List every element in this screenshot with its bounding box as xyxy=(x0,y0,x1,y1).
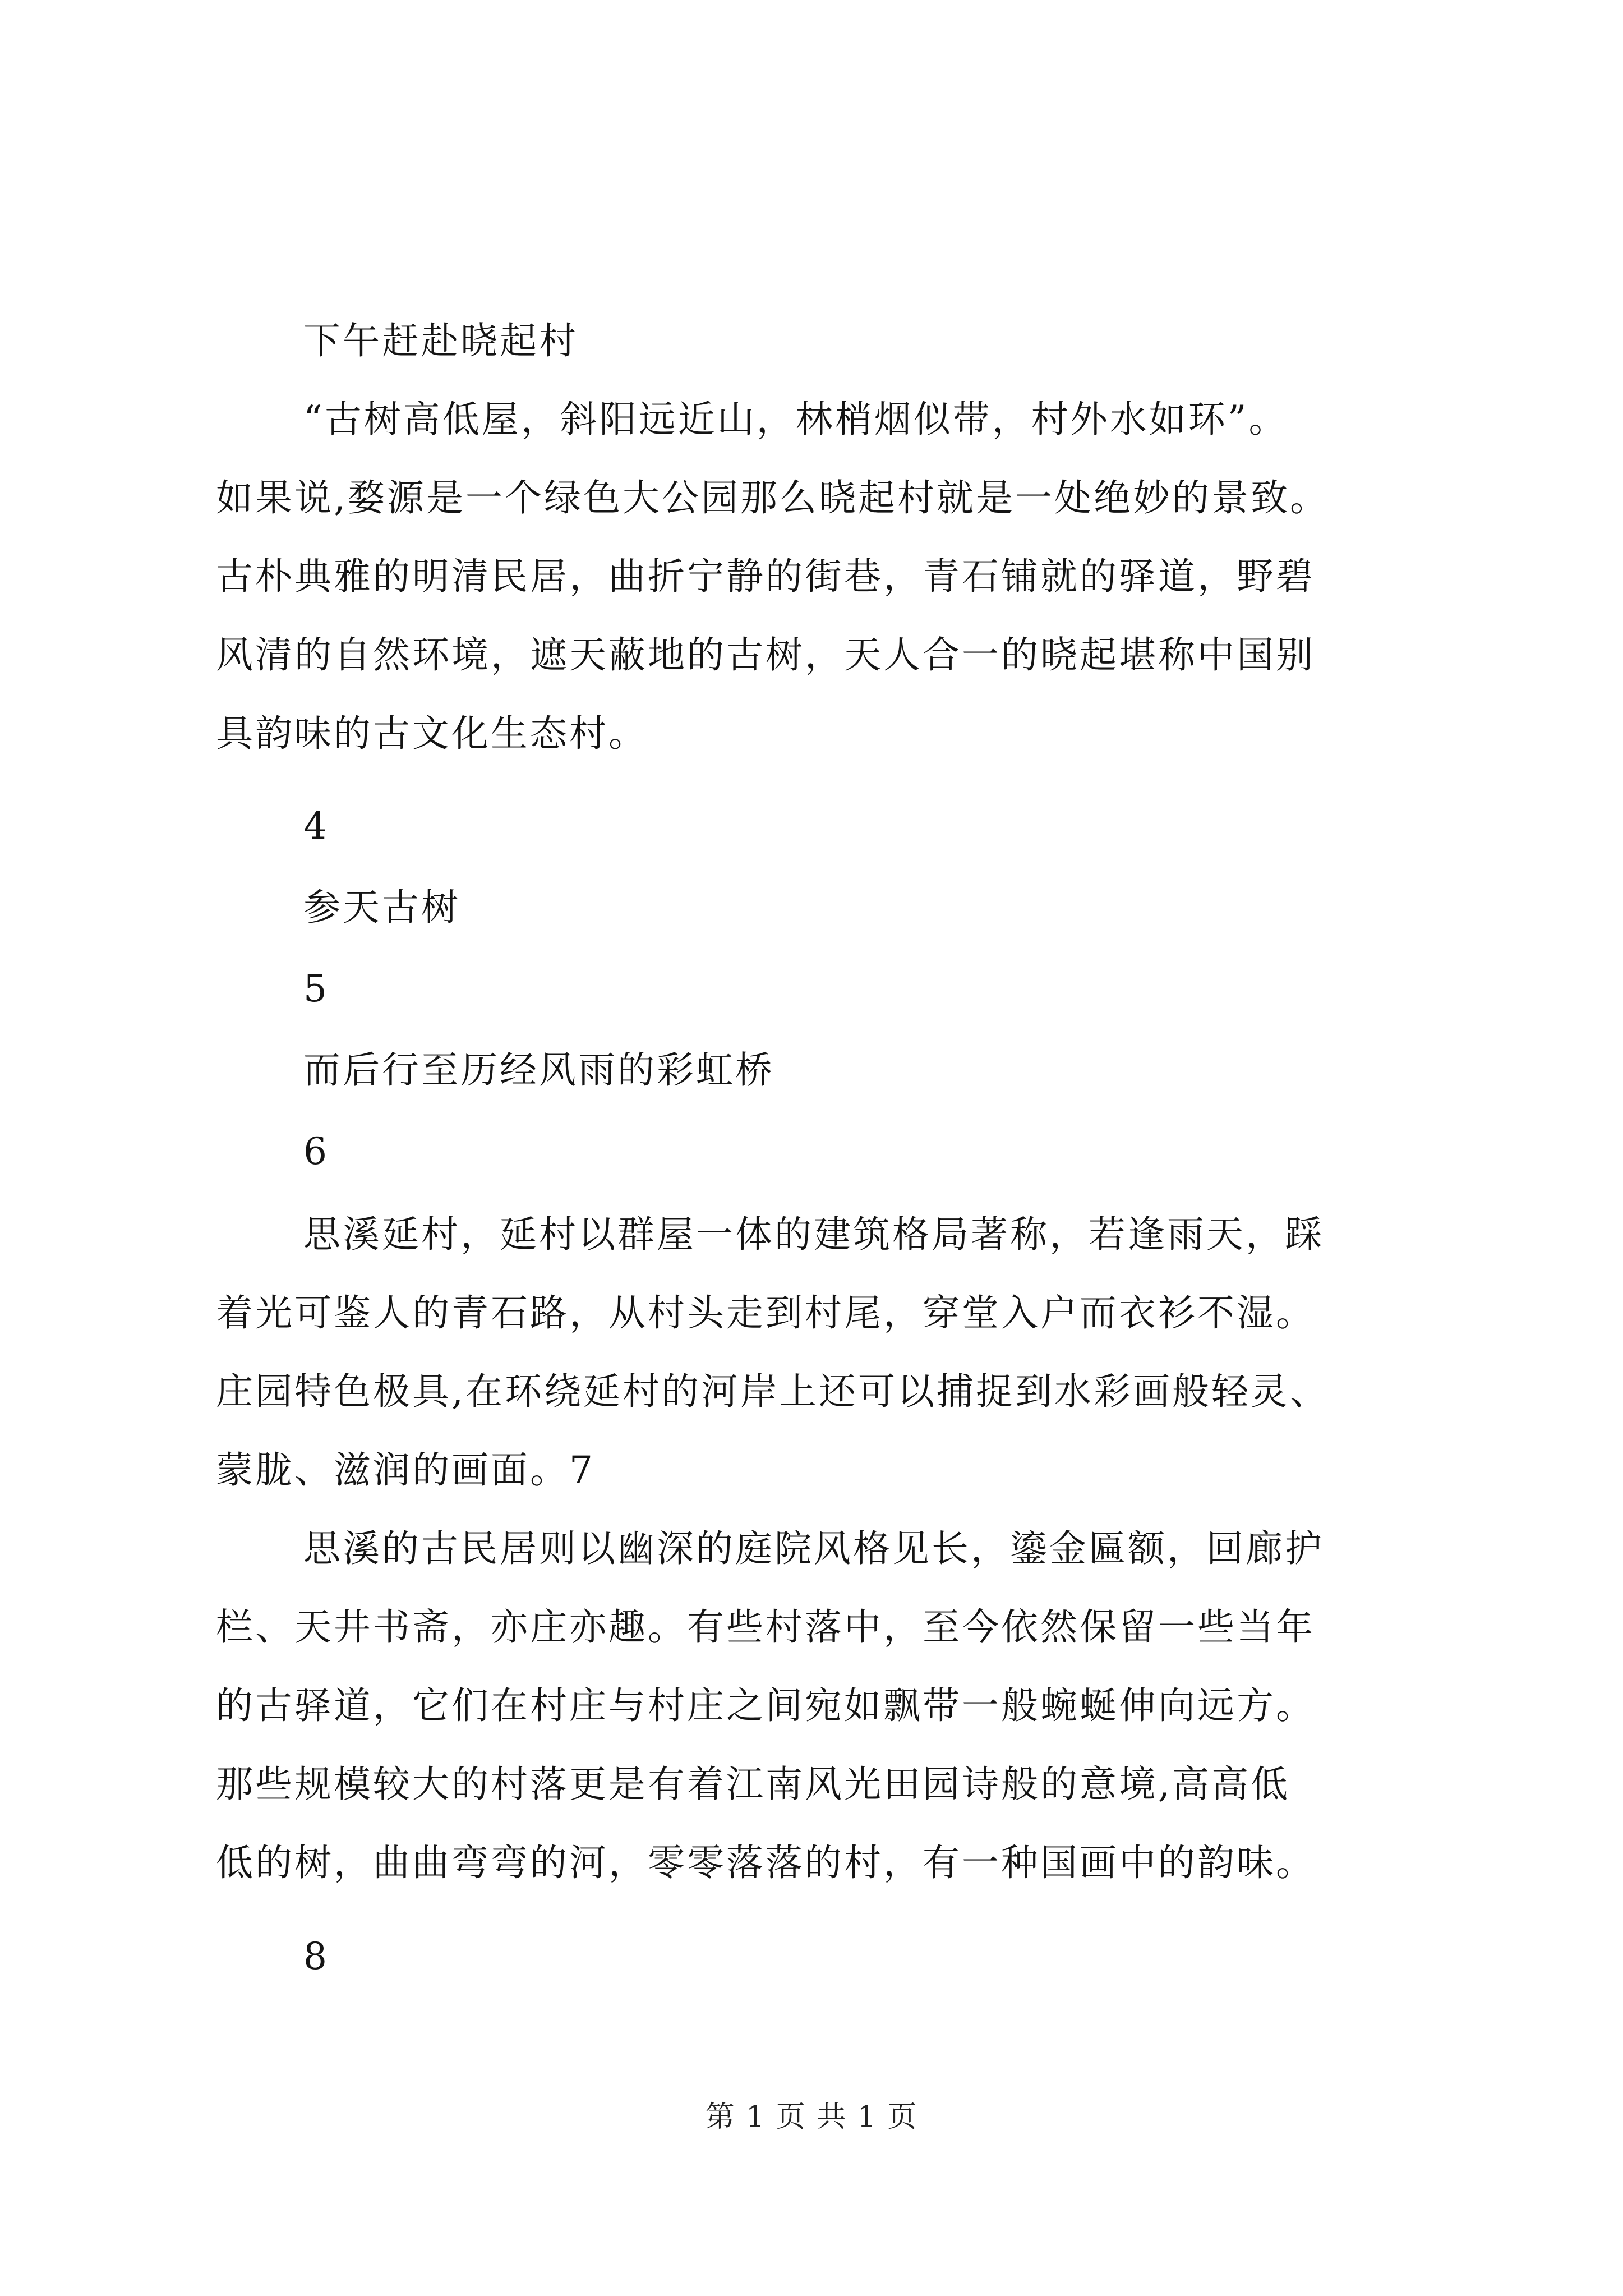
paragraph-line: “古树高低屋，斜阳远近山，林梢烟似带，村外水如环”。 xyxy=(303,398,1288,441)
paragraph-line: 低的树，曲曲弯弯的河，零零落落的村，有一种国画中的韵味。 xyxy=(216,1841,1315,1884)
paragraph-line: 那些规模较大的村落更是有着江南风光田园诗般的意境,高高低 xyxy=(216,1763,1290,1806)
paragraph-line: 栏、天井书斋，亦庄亦趣。有些村落中，至今依然保留一些当年 xyxy=(216,1605,1315,1649)
caption-line: 参天古树 xyxy=(303,886,460,929)
caption-line: 而后行至历经风雨的彩虹桥 xyxy=(303,1048,774,1092)
paragraph-line: 思溪的古民居则以幽深的庭院风格见长，鎏金匾额，回廊护 xyxy=(303,1527,1324,1570)
paragraph-line: 的古驿道，它们在村庄与村庄之间宛如飘带一般蜿蜒伸向远方。 xyxy=(216,1684,1315,1727)
paragraph-line: 着光可鉴人的青石路，从村头走到村尾，穿堂入户而衣衫不湿。 xyxy=(216,1291,1315,1335)
heading-afternoon-trip: 下午赶赴晓起村 xyxy=(303,319,578,362)
paragraph-line: 庄园特色极具,在环绕延村的河岸上还可以捕捉到水彩画般轻灵、 xyxy=(216,1370,1329,1413)
figure-number: 5 xyxy=(303,967,329,1010)
figure-number: 6 xyxy=(303,1130,329,1173)
paragraph-line: 古朴典雅的明清民居，曲折宁静的街巷，青石铺就的驿道，野碧 xyxy=(216,555,1315,598)
paragraph-line: 如果说,婺源是一个绿色大公园那么晓起村就是一处绝妙的景致。 xyxy=(216,476,1329,519)
paragraph-line: 具韵味的古文化生态村。 xyxy=(216,712,648,755)
paragraph-line: 蒙胧、滋润的画面。7 xyxy=(216,1448,595,1492)
paragraph-line: 思溪延村，延村以群屋一体的建筑格局著称，若逢雨天，踩 xyxy=(303,1213,1324,1256)
paragraph-line: 风清的自然环境，遮天蔽地的古树，天人合一的晓起堪称中国别 xyxy=(216,633,1315,677)
page-footer: 第 1 页 共 1 页 xyxy=(705,2100,918,2134)
figure-number: 8 xyxy=(303,1935,329,1978)
figure-number: 4 xyxy=(303,804,329,848)
